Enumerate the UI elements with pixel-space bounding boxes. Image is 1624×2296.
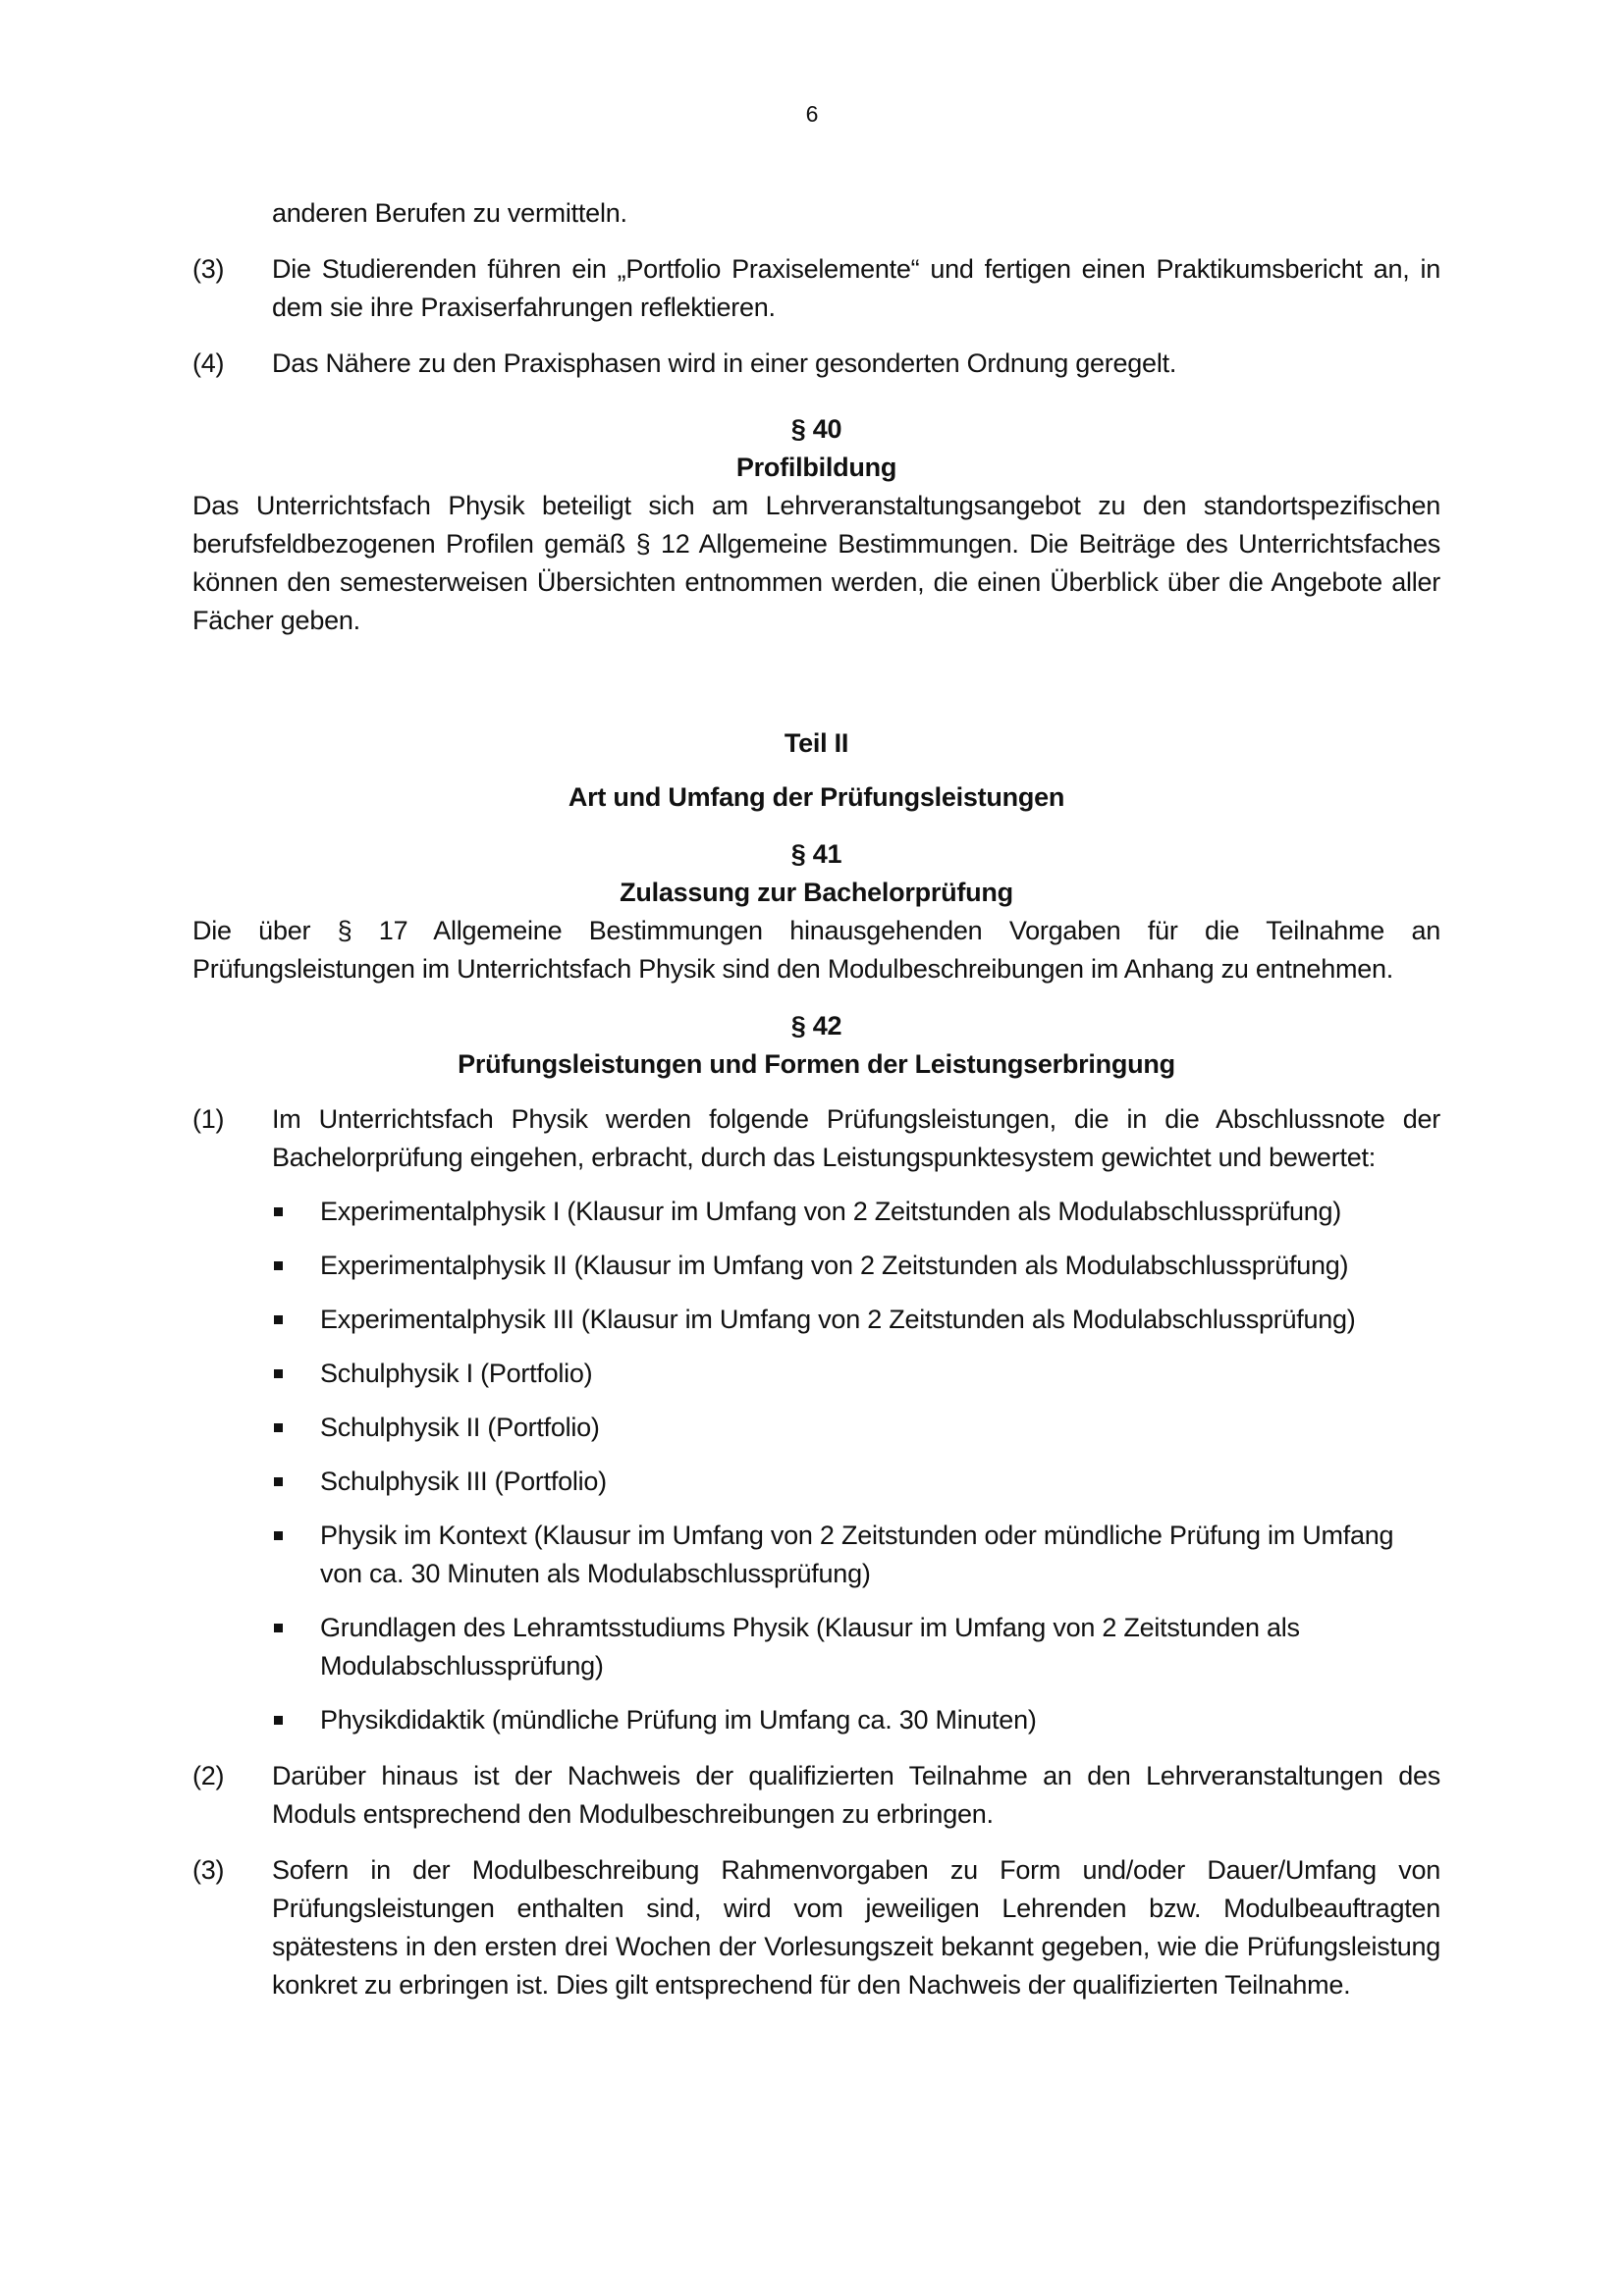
paragraph-text: Die Studierenden führen ein „Portfolio Praxiselemente“ und fertigen einen Praktikumsbericht an, in dem sie ihre Praxiserfahrungen reflektieren. — [272, 254, 1440, 322]
list-item — [272, 1463, 1440, 1501]
list-item-text: Schulphysik I (Portfolio) — [320, 1359, 593, 1388]
section-40-text: Das Unterrichtsfach Physik beteiligt sich am Lehrveranstaltungsangebot zu den standortspezifischen berufsfeldbezogenen Profilen gemäß § 12 Allgemeine Bestimmungen. Die Beiträge des Unterrichtsfaches können den semesterweisen Übersichten entnommen werden, die einen Überblick über die Angebote aller Fächer geben. — [192, 491, 1440, 635]
section-42-title: Prüfungsleistungen und Formen der Leistungserbringung — [458, 1049, 1175, 1079]
paragraph-number: (1) — [192, 1104, 225, 1134]
list-item — [272, 1609, 1440, 1685]
bullet-square-icon — [274, 1261, 283, 1270]
paragraph-text: Im Unterrichtsfach Physik werden folgende Prüfungsleistungen, die in die Abschlussnote der Bachelorprüfung eingehen, erbracht, durch das Leistungspunktesystem gewichtet und bewertet: — [272, 1104, 1440, 1172]
continuation-text: anderen Berufen zu vermitteln. — [272, 198, 627, 228]
list-item — [272, 1355, 1440, 1393]
list-item-text: Physikdidaktik (mündliche Prüfung im Umfang ca. 30 Minuten) — [320, 1705, 1037, 1735]
list-item-text: Grundlagen des Lehramtsstudiums Physik (Klausur im Umfang von 2 Zeitstunden als Modulabschlussprüfung) — [320, 1613, 1300, 1681]
paragraph-text: Darüber hinaus ist der Nachweis der qualifizierten Teilnahme an den Lehrveranstaltungen des Moduls entsprechend den Modulbeschreibungen zu erbringen. — [272, 1761, 1440, 1829]
section-41-title: Zulassung zur Bachelorprüfung — [620, 878, 1013, 907]
bullet-square-icon — [274, 1369, 283, 1378]
praxis-paragraph-4 — [192, 345, 1440, 383]
paragraph-number: (3) — [192, 1855, 225, 1885]
bullet-square-icon — [274, 1716, 283, 1725]
list-item — [272, 1193, 1440, 1231]
paragraph-number: (3) — [192, 254, 225, 284]
list-item — [272, 1301, 1440, 1339]
part-subtitle: Art und Umfang der Prüfungsleistungen — [568, 782, 1065, 812]
page-number: 6 — [805, 101, 819, 127]
list-item — [272, 1409, 1440, 1447]
list-item-text: Schulphysik III (Portfolio) — [320, 1467, 607, 1496]
exam-list — [192, 1193, 1440, 1739]
bullet-square-icon — [274, 1624, 283, 1632]
paragraph-number: (4) — [192, 348, 225, 378]
bullet-square-icon — [274, 1207, 283, 1216]
section-41-text: Die über § 17 Allgemeine Bestimmungen hinausgehenden Vorgaben für die Teilnahme an Prüfungsleistungen im Unterrichtsfach Physik sind den Modulbeschreibungen im Anhang zu entnehmen. — [192, 916, 1440, 984]
list-item-text: Schulphysik II (Portfolio) — [320, 1413, 600, 1442]
bullet-square-icon — [274, 1477, 283, 1486]
praxis-paragraph-3 — [192, 250, 1440, 327]
section-41-number: § 41 — [790, 839, 842, 869]
section-42-paragraph-3 — [192, 1851, 1440, 2004]
page-content — [192, 194, 1440, 2004]
section-42-number: § 42 — [790, 1011, 842, 1041]
list-item-text: Experimentalphysik III (Klausur im Umfang von 2 Zeitstunden als Modulabschlussprüfung) — [320, 1305, 1356, 1334]
list-item-text: Experimentalphysik I (Klausur im Umfang von 2 Zeitstunden als Modulabschlussprüfung) — [320, 1197, 1342, 1226]
section-42-paragraph-2 — [192, 1757, 1440, 1834]
list-item — [272, 1517, 1440, 1593]
section-40-title: Profilbildung — [735, 453, 897, 482]
bullet-square-icon — [274, 1315, 283, 1324]
list-item — [272, 1247, 1440, 1285]
list-item-text: Physik im Kontext (Klausur im Umfang von 2 Zeitstunden oder mündliche Prüfung im Umfang von ca. 30 Minuten als Modulabschlussprüfung) — [320, 1521, 1394, 1588]
paragraph-number: (2) — [192, 1761, 225, 1790]
part-title: Teil II — [784, 728, 849, 758]
paragraph-text: Sofern in der Modulbeschreibung Rahmenvorgaben zu Form und/oder Dauer/Umfang von Prüfungsleistungen enthalten sind, wird vom jeweiligen Lehrenden bzw. Modulbeauftragten spätestens in den ersten drei Wochen der Vorlesungszeit bekannt gegeben, wie die Prüfungsleistung konkret zu erbringen ist. Dies gilt entsprechend für den Nachweis der qualifizierten Teilnahme. — [272, 1855, 1440, 2000]
list-item — [272, 1701, 1440, 1739]
bullet-square-icon — [274, 1423, 283, 1432]
section-40-number: § 40 — [790, 414, 842, 444]
paragraph-text: Das Nähere zu den Praxisphasen wird in einer gesonderten Ordnung geregelt. — [272, 348, 1177, 378]
bullet-square-icon — [274, 1531, 283, 1540]
section-42-paragraph-1 — [192, 1100, 1440, 1177]
list-item-text: Experimentalphysik II (Klausur im Umfang von 2 Zeitstunden als Modulabschlussprüfung) — [320, 1251, 1349, 1280]
